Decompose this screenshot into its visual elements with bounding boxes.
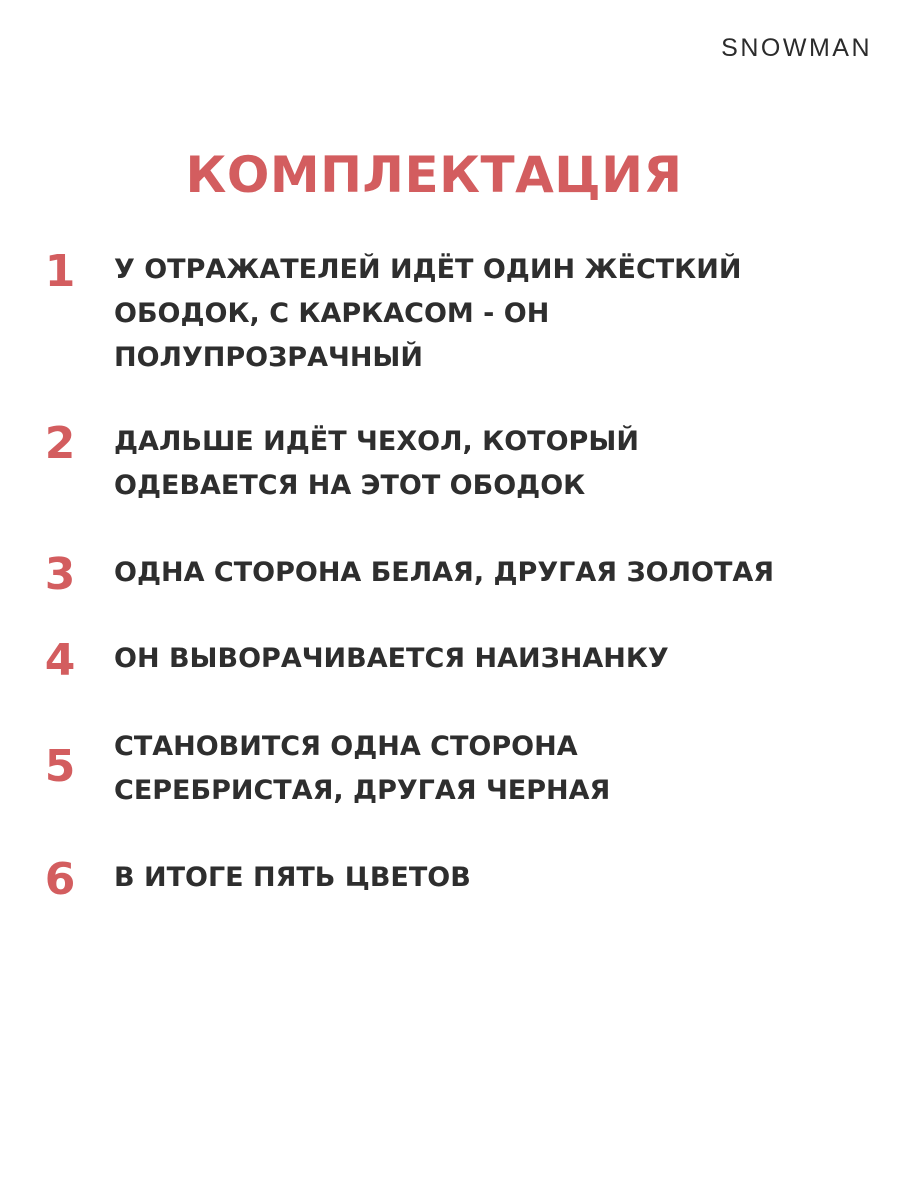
page-title: КОМПЛЕКТАЦИЯ <box>185 146 683 204</box>
item-text: ОДНА СТОРОНА БЕЛАЯ, ДРУГАЯ ЗОЛОТАЯ <box>114 557 775 588</box>
item-text: В ИТОГЕ ПЯТЬ ЦВЕТОВ <box>114 862 471 893</box>
item-number: 4 <box>44 635 76 686</box>
item-text: ДАЛЬШЕ ИДЁТ ЧЕХОЛ, КОТОРЫЙ ОДЕВАЕТСЯ НА ЭТОТ ОБОДОК <box>114 426 639 501</box>
item-text: ОН ВЫВОРАЧИВАЕТСЯ НАИЗНАНКУ <box>114 643 669 674</box>
item-number: 1 <box>44 246 76 297</box>
item-number: 2 <box>44 418 76 469</box>
item-text: СТАНОВИТСЯ ОДНА СТОРОНА СЕРЕБРИСТАЯ, ДРУГАЯ ЧЕРНАЯ <box>114 731 611 806</box>
brand-logo-text: SNOWMAN <box>721 34 872 62</box>
item-number: 6 <box>44 854 76 905</box>
item-number: 3 <box>44 549 76 600</box>
item-number: 5 <box>44 741 76 792</box>
item-text: У ОТРАЖАТЕЛЕЙ ИДЁТ ОДИН ЖЁСТКИЙ ОБОДОК, С КАРКАСОМ - ОН ПОЛУПРОЗРАЧНЫЙ <box>114 254 742 373</box>
